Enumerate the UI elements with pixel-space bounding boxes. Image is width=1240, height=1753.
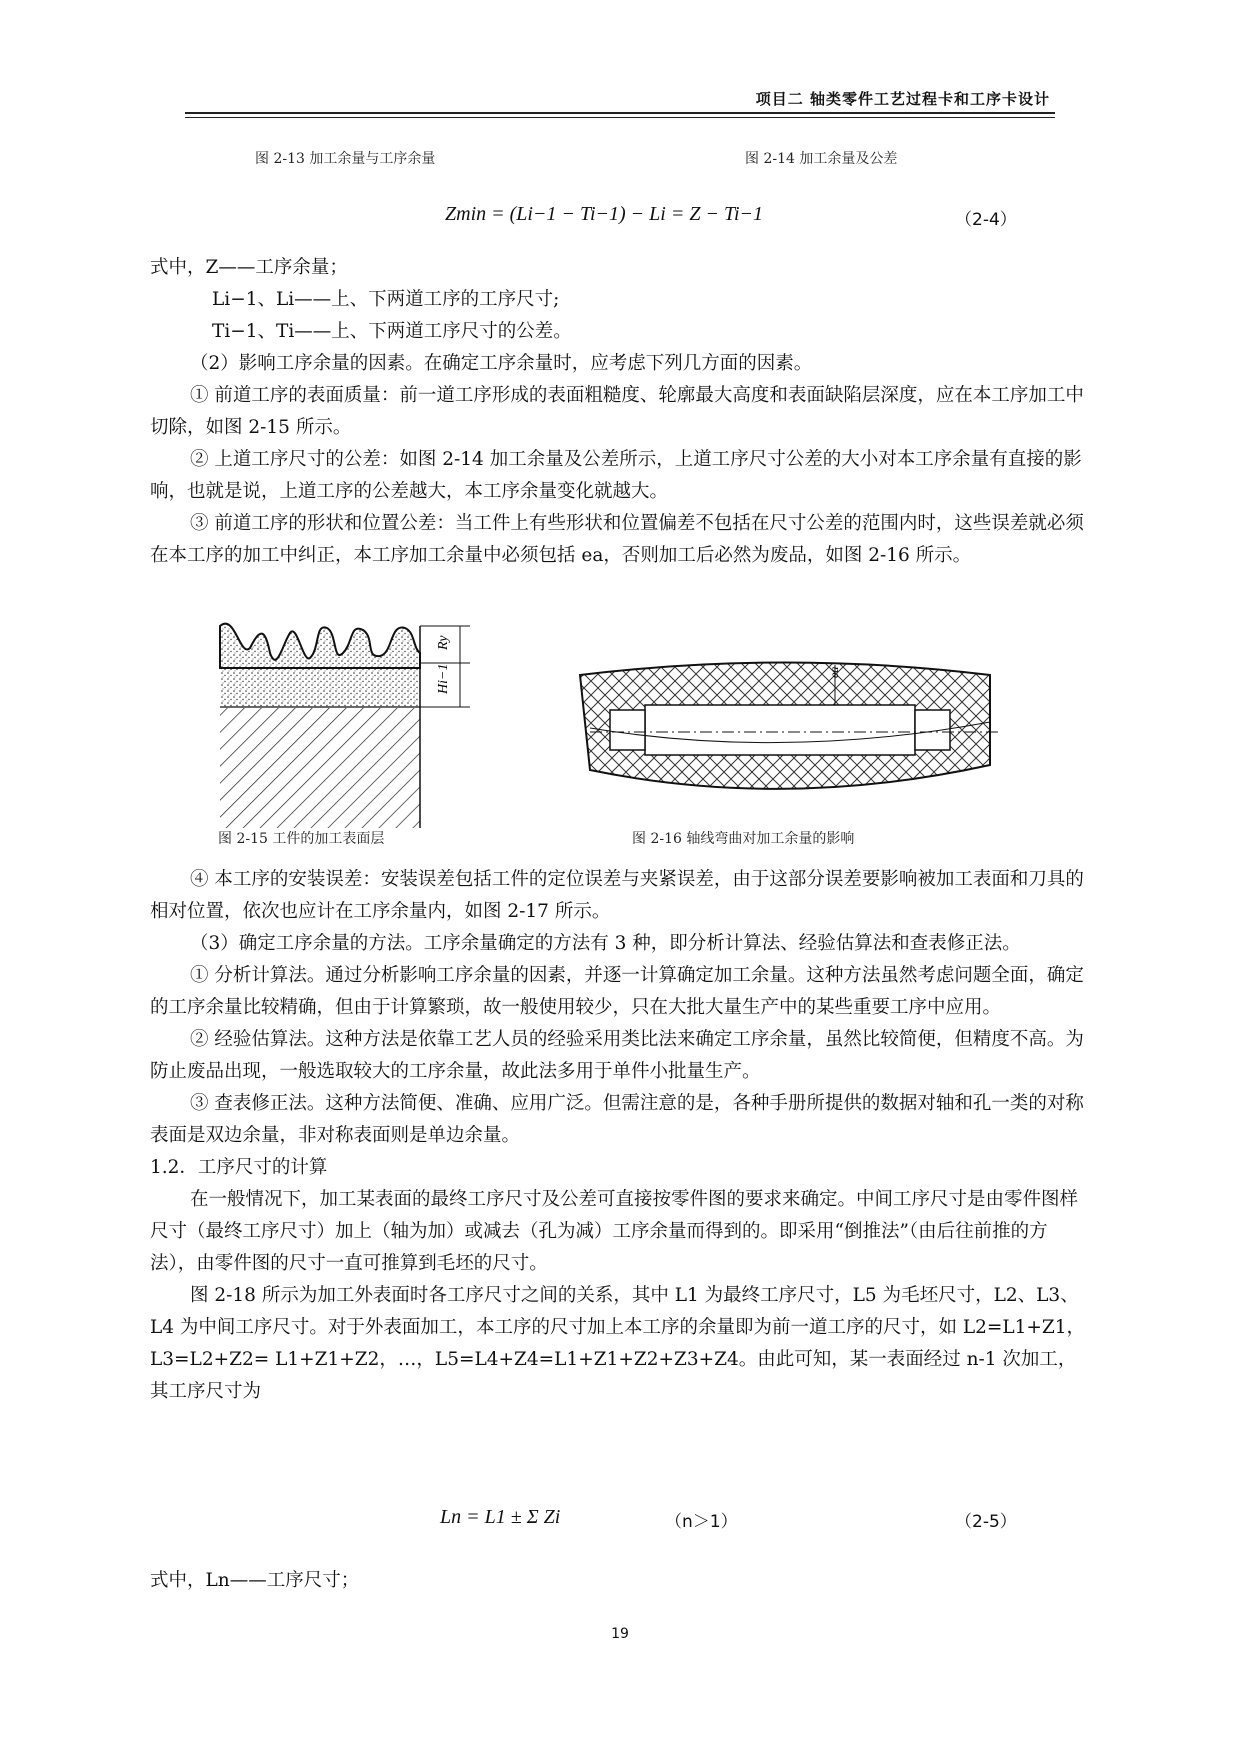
figure-2-16-shaft-bending [570, 660, 1020, 800]
equation-2-5-text: Ln = L1 ± Σ Zi [440, 1506, 561, 1528]
body-text-top [150, 252, 1090, 572]
para-factor-4: ④ 本工序的安装误差：安装误差包括工件的定位误差与夹紧误差，由于这部分误差要影响被加工表面和刀具的相对位置，依次也应计在工序余量内，如图 2-17 所示。 [150, 869, 1084, 922]
section-heading-1-2: 1.2．工序尺寸的计算 [150, 1157, 328, 1178]
para-section-2: 图 2-18 所示为加工外表面时各工序尺寸之间的关系，其中 L1 为最终工序尺寸，L5 为毛坯尺寸，L2、L3、L4 为中间工序尺寸。对于外表面加工，本工序的尺寸加上本工序的余量即为前一道工序的尺寸，如 L2=L1+Z1，L3=L2+Z2= L1+Z1+Z2，…，L5=L4+Z4=L1+Z1+Z2+Z3+Z4。由此可知，某一表面经过 n-1 次加工，其工序尺寸为 [150, 1285, 1086, 1402]
equation-2-5-condition: （n＞1） [665, 1512, 738, 1532]
equation-2-4-text: Zmin = (Li−1 − Ti−1) − Li = Z − Ti−1 [445, 203, 764, 225]
where-clause-2: 式中，Ln——工序尺寸； [150, 1570, 360, 1591]
where-clause-1: 式中，Z——工序余量； [150, 257, 348, 278]
where-clause-1c: Ti−1、Ti——上、下两道工序尺寸的公差。 [212, 321, 572, 342]
equation-2-4 [445, 203, 763, 226]
equation-2-4-number: （2-4） [955, 210, 1017, 230]
equation-2-5-number: （2-5） [955, 1512, 1017, 1532]
para-method-3: ③ 查表修正法。这种方法简便、准确、应用广泛。但需注意的是，各种手册所提供的数据对轴和孔一类的对称表面是双边余量，非对称表面则是单边余量。 [150, 1093, 1084, 1146]
header-rule-thin [185, 117, 1055, 118]
para-section-1: 在一般情况下，加工某表面的最终工序尺寸及公差可直接按零件图的要求来确定。中间工序尺寸是由零件图样尺寸（最终工序尺寸）加上（轴为加）或减去（孔为减）工序余量而得到的。即采用“倒推法”（由后往前推的方法），由零件图的尺寸一直可推算到毛坯的尺寸。 [150, 1189, 1079, 1274]
caption-fig-2-15: 图 2-15 工件的加工表面层 [218, 831, 385, 847]
caption-fig-2-13: 图 2-13 加工余量与工序余量 [255, 151, 436, 167]
para-factor-3: ③ 前道工序的形状和位置公差：当工件上有些形状和位置偏差不包括在尺寸公差的范围内时，这些误差就必须在本工序的加工中纠正，本工序加工余量中必须包括 ea，否则加工后必然为废品，如图 2-16 所示。 [150, 513, 1084, 566]
running-header: 项目二 轴类零件工艺过程卡和工序卡设计 [755, 90, 1050, 108]
equation-2-5 [440, 1506, 560, 1529]
where-clause-1b: Li−1、Li——上、下两道工序的工序尺寸; [212, 289, 560, 310]
header-rule-thick [185, 112, 1055, 114]
para-factor-2: ② 上道工序尺寸的公差：如图 2-14 加工余量及公差所示，上道工序尺寸公差的大小对本工序余量有直接的影响，也就是说，上道工序的公差越大，本工序余量变化就越大。 [150, 449, 1082, 502]
label-ea: ea [827, 666, 841, 678]
body-text-middle [150, 864, 1090, 1408]
body-text-bottom [150, 1565, 1090, 1597]
para-method-1: ① 分析计算法。通过分析影响工序余量的因素，并逐一计算确定加工余量。这种方法虽然考虑问题全面，确定的工序余量比较精确，但由于计算繁琐，故一般使用较少，只在大批大量生产中的某些重要工序中应用。 [150, 965, 1084, 1018]
para-method-2: ② 经验估算法。这种方法是依靠工艺人员的经验采用类比法来确定工序余量，虽然比较简便，但精度不高。为防止废品出现，一般选取较大的工序余量，故此法多用于单件小批量生产。 [150, 1029, 1084, 1082]
para-methods: （3）确定工序余量的方法。工序余量确定的方法有 3 种，即分析计算法、经验估算法和查表修正法。 [190, 933, 1021, 954]
label-ry: Ry [436, 635, 451, 650]
caption-fig-2-16: 图 2-16 轴线弯曲对加工余量的影响 [632, 831, 855, 847]
caption-fig-2-14: 图 2-14 加工余量及公差 [745, 151, 898, 167]
para-factors: （2）影响工序余量的因素。在确定工序余量时，应考虑下列几方面的因素。 [190, 353, 813, 374]
page-number: 19 [611, 1626, 629, 1642]
figure-2-15-surface-layer [215, 618, 485, 833]
para-factor-1: ① 前道工序的表面质量：前一道工序形成的表面粗糙度、轮廓最大高度和表面缺陷层深度，应在本工序加工中切除，如图 2-15 所示。 [150, 385, 1084, 438]
label-hi: Hi−1 [436, 663, 451, 694]
